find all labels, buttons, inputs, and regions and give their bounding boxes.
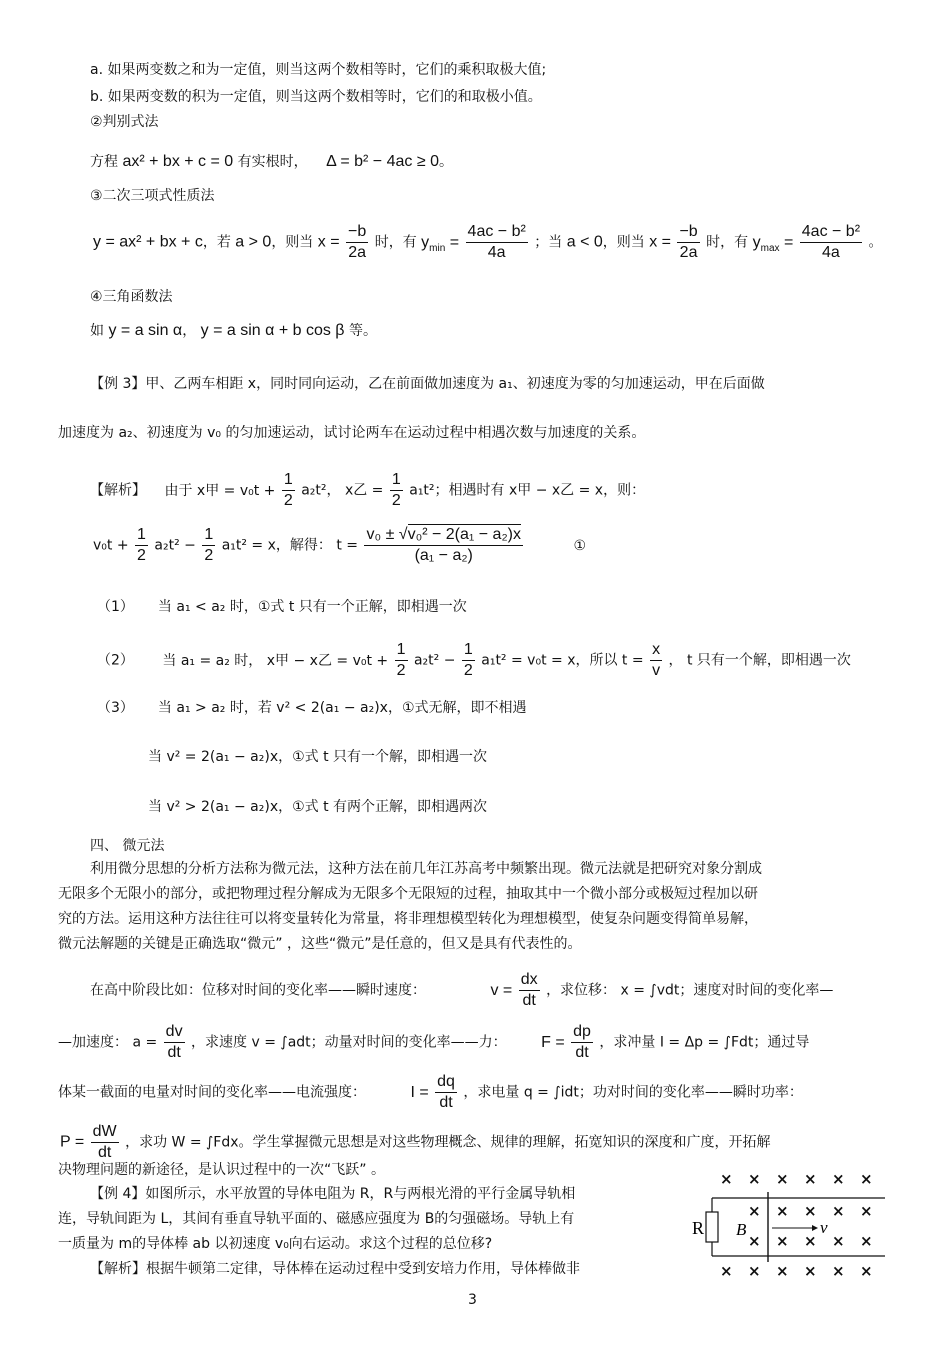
page-number: 3 (468, 1292, 477, 1308)
field-cross: × (720, 1170, 733, 1188)
field-cross: × (832, 1202, 845, 1220)
list-item-b: b. 如果两变数的积为一定值，则当这两个数相等时，它们的和取极小值。 (90, 89, 542, 105)
field-cross: × (860, 1202, 873, 1220)
field-cross: × (860, 1170, 873, 1188)
example-3-line-1: 【例 3】甲、乙两车相距 x，同时同向运动，乙在前面做加速度为 a₁、初速度为零的匀加速运动，甲在后面做 (90, 376, 765, 392)
field-cross: × (748, 1262, 761, 1280)
field-label: B (736, 1220, 747, 1239)
para-line-2: 无限多个无限小的部分，或把物理过程分解成为无限多个无限短的过程，抽取其中一个微小部分或极短过程加以研 (58, 886, 758, 902)
method-4-heading: ④三角函数法 (90, 289, 173, 305)
field-cross: × (832, 1232, 845, 1250)
solution-line-1: 【解析】 由于 x甲 = v₀t + $\frac{1}{2}$ a₂t²， x乙 = $\frac{1}{2}$ a₁t²；相遇时有 x甲 − x乙 = x，则： (90, 471, 646, 509)
field-cross: × (776, 1202, 789, 1220)
section-4-heading: 四、 微元法 (90, 838, 165, 854)
resistor (706, 1212, 718, 1242)
derivative-line-4: P = $\frac{dW}{dt}$ ，求功 W = ∫Fdx。学生掌握微元思想是对这些物理概念、规律的理解，拓宽知识的深度和广度，开拓解 (60, 1123, 771, 1161)
field-cross: × (748, 1170, 761, 1188)
field-cross: × (832, 1262, 845, 1280)
example-4-line-1: 【例 4】如图所示，水平放置的导体电阻为 R，R与两根光滑的平行金属导轨相 (90, 1186, 576, 1202)
field-cross: × (860, 1262, 873, 1280)
derivative-line-2: —加速度： a = $\frac{dv}{dt}$ ，求速度 v = ∫adt；动量对时间的变化率——力： F = $\frac{dp}{dt}$ ，求冲量 I = Δp = ∫Fdt；通过导 (58, 1023, 810, 1061)
velocity-label: v (820, 1218, 828, 1237)
field-cross: × (776, 1262, 789, 1280)
solution-line-2: v₀t + $\frac{1}{2}$ a₂t² − $\frac{1}{2}$ a₁t² = x，解得： t = $\frac{\text{v₀ ± √v₀² − 2(a₁ − a₂)x}}{\text{(a₁ − a₂)}}$ ① (93, 526, 586, 564)
derivative-line-1: 在高中阶段比如：位移对时间的变化率——瞬时速度： v = $\frac{dx}{dt}$ ，求位移： x = ∫vdt；速度对时间的变化率— (90, 971, 834, 1009)
resistor-label: R (692, 1218, 705, 1238)
field-cross: × (804, 1202, 817, 1220)
case-3b: 当 v² = 2(a₁ − a₂)x，①式 t 只有一个解，即相遇一次 (148, 749, 488, 765)
field-cross: × (748, 1232, 761, 1250)
derivative-line-5: 决物理问题的新途径，是认识过程中的一次“飞跃” 。 (58, 1162, 385, 1178)
method-3-heading: ③二次三项式性质法 (90, 188, 215, 204)
field-cross: × (804, 1232, 817, 1250)
field-cross: × (776, 1170, 789, 1188)
case-3: （3） 当 a₁ > a₂ 时，若 v² < 2(a₁ − a₂)x，①式无解，即不相遇 (97, 700, 527, 716)
method-2-heading: ②判别式法 (90, 114, 159, 130)
trig-line: 如 y = a sin α， y = a sin α + b cos β 等。 (90, 322, 377, 339)
case-2: （2） 当 a₁ = a₂ 时， x甲 − x乙 = v₀t + $\frac{1}{2}$ a₂t² − $\frac{1}{2}$ a₁t² = v₀t = x，所以 t = $\frac{x}{v}$ ， t 只有一个解，即相遇一次 (97, 641, 851, 679)
para-line-1: 利用微分思想的分析方法称为微元法，这种方法在前几年江苏高考中频繁出现。微元法就是把研究对象分割成 (90, 861, 762, 877)
discriminant-line: 方程 ax² + bx + c = 0 有实根时， Δ = b² − 4ac ≥ 0。 (90, 153, 453, 170)
example-3-line-2: 加速度为 a₂、初速度为 v₀ 的匀加速运动，试讨论两车在运动过程中相遇次数与加速度的关系。 (58, 425, 646, 441)
field-cross: × (776, 1232, 789, 1250)
field-cross: × (748, 1202, 761, 1220)
para-line-3: 究的方法。运用这种方法往往可以将变量转化为常量，将非理想模型转化为理想模型，使复杂问题变得简单易解， (58, 911, 758, 927)
field-cross: × (720, 1262, 733, 1280)
field-cross: × (860, 1232, 873, 1250)
field-cross: × (804, 1262, 817, 1280)
case-1: （1） 当 a₁ < a₂ 时，①式 t 只有一个正解，即相遇一次 (97, 599, 467, 615)
quadratic-line: y = ax² + bx + c，若 a > 0，则当 x = $\frac{-b}{2a}$ 时，有 $y_{min}$ = $\frac{\text{4ac − b²}}{4a}$ ；当 a < 0，则当 x = $\frac{-b}{2a}$ 时，有 $y_{max}$ = $\frac{\text{4ac − b²}}{4a}$ 。 (93, 223, 883, 261)
list-item-a: a. 如果两变数之和为一定值，则当这两个数相等时，它们的乘积取极大值; (90, 62, 547, 78)
para-line-4: 微元法解题的关键是正确选取“微元” ，这些“微元”是任意的，但又是具有代表性的。 (58, 936, 582, 952)
field-cross: × (804, 1170, 817, 1188)
example-4-line-3: 一质量为 m的导体棒 ab 以初速度 v₀向右运动。求这个过程的总位移? (58, 1236, 493, 1252)
field-cross: × (832, 1170, 845, 1188)
example-4-line-2: 连，导轨间距为 L，其间有垂直导轨平面的、磁感应强度为 B的匀强磁场。导轨上有 (58, 1211, 575, 1227)
velocity-arrowhead (812, 1225, 818, 1231)
example-4-line-4: 【解析】根据牛顿第二定律，导体棒在运动过程中受到安培力作用，导体棒做非 (90, 1261, 580, 1277)
rail-magnetic-field-figure (690, 1170, 890, 1285)
case-3c: 当 v² > 2(a₁ − a₂)x，①式 t 有两个正解，即相遇两次 (148, 799, 488, 815)
derivative-line-3: 体某一截面的电量对时间的变化率——电流强度： I = $\frac{dq}{dt}$ ，求电量 q = ∫idt；功对时间的变化率——瞬时功率： (58, 1073, 803, 1111)
